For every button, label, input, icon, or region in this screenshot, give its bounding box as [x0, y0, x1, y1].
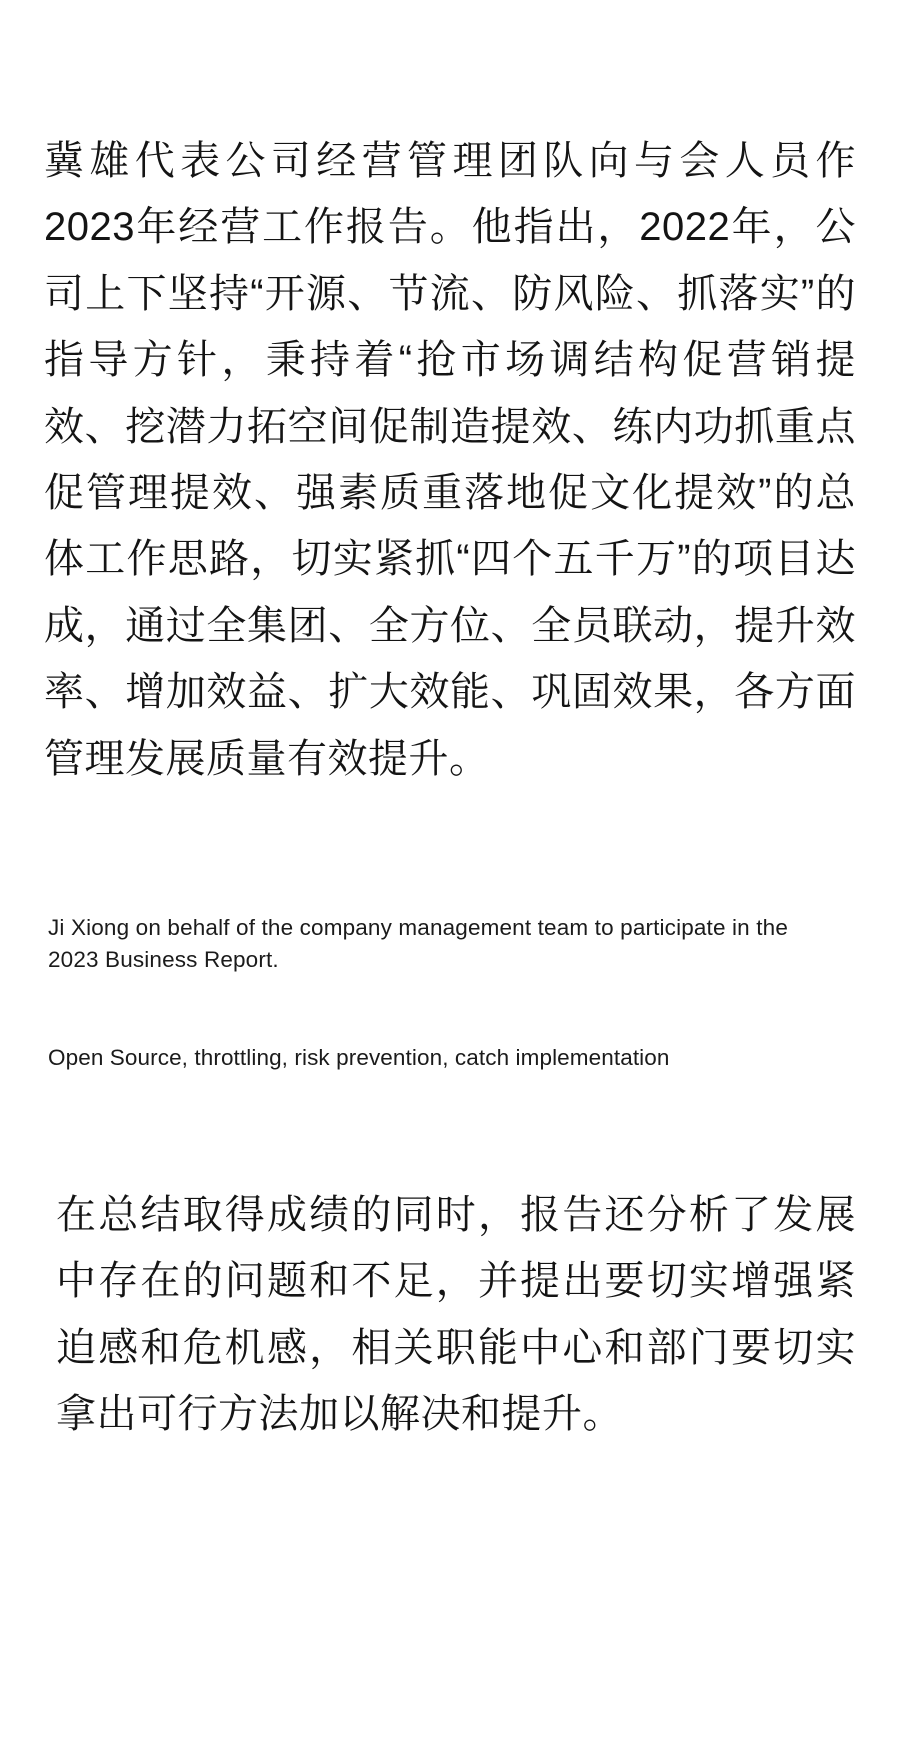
paragraph-english-summary: Ji Xiong on behalf of the company management team to participate in the 2023 Business Report.	[48, 914, 788, 972]
paragraph-english-keywords: Open Source, throttling, risk prevention, catch implementation	[48, 1044, 670, 1070]
paragraph-chinese-problems-analysis: 在总结取得成绩的同时，报告还分析了发展中存在的问题和不足，并提出要切实增强紧迫感和危机感，相关职能中心和部门要切实拿出可行方法加以解决和提升。	[56, 1192, 856, 1436]
spacer-after-first-paragraph	[44, 792, 856, 912]
paragraph-chinese-business-report: 冀雄代表公司经营管理团队向与会人员作2023年经营工作报告。他指出，2022年，公司上下坚持“开源、节流、防风险、抓落实”的指导方针，秉持着“抢市场调结构促营销提效、挖潜力拓空间促制造提效、练内功抓重点促管理提效、强素质重落地促文化提效”的总体工作思路，切实紧抓“四个五千万”的项目达成，通过全集团、全方位、全员联动，提升效率、增加效益、扩大效能、巩固效果，各方面管理发展质量有效提升。	[44, 139, 856, 781]
spacer-before-second-chinese-paragraph	[44, 1074, 856, 1182]
spacer-before-keywords	[44, 976, 856, 1042]
